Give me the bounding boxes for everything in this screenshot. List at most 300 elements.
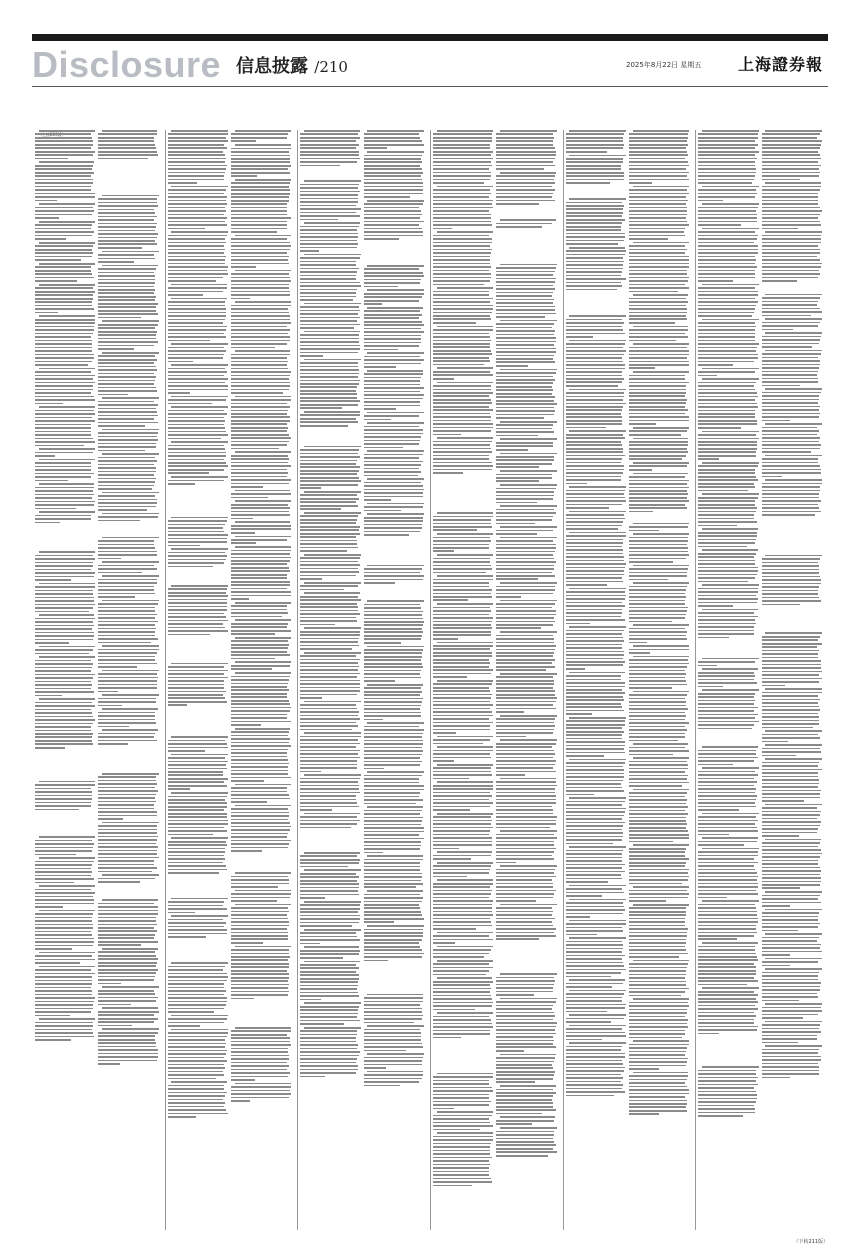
text-paragraph	[698, 1066, 758, 1116]
text-paragraph	[566, 315, 626, 338]
paragraph-gap	[496, 942, 556, 973]
text-paragraph	[762, 318, 822, 330]
text-paragraph	[698, 284, 758, 317]
text-paragraph	[364, 265, 424, 288]
text-paragraph	[231, 546, 291, 600]
text-paragraph	[300, 732, 360, 772]
text-paragraph	[433, 326, 493, 366]
text-paragraph	[566, 1025, 626, 1041]
text-paragraph	[168, 130, 228, 184]
text-paragraph	[231, 500, 291, 519]
text-paragraph	[762, 891, 822, 907]
text-paragraph	[168, 962, 228, 1012]
text-paragraph	[231, 805, 291, 852]
text-paragraph	[496, 1116, 556, 1125]
text-paragraph	[566, 846, 626, 882]
text-paragraph	[231, 946, 291, 1000]
text-paragraph	[496, 715, 556, 738]
text-paragraph	[168, 754, 228, 790]
text-paragraph	[35, 698, 95, 748]
text-paragraph	[496, 673, 556, 713]
text-paragraph	[762, 730, 822, 742]
masthead-rule	[32, 86, 828, 87]
text-paragraph	[433, 575, 493, 601]
text-paragraph	[364, 771, 424, 804]
text-paragraph	[698, 431, 758, 460]
text-paragraph	[566, 1042, 626, 1096]
text-paragraph	[566, 1014, 626, 1023]
text-paragraph	[629, 438, 689, 461]
text-paragraph	[35, 885, 95, 908]
text-paragraph	[300, 359, 360, 409]
text-paragraph	[629, 523, 689, 532]
text-paragraph	[566, 717, 626, 757]
paragraph-gap	[98, 161, 158, 194]
text-paragraph	[629, 904, 689, 958]
text-paragraph	[629, 343, 689, 369]
text-paragraph	[629, 624, 689, 643]
text-paragraph	[762, 455, 822, 478]
text-paragraph	[35, 284, 95, 313]
text-paragraph	[98, 986, 158, 1005]
text-paragraph	[364, 151, 424, 198]
text-paragraph	[496, 320, 556, 367]
text-paragraph	[433, 1012, 493, 1038]
text-paragraph	[762, 1021, 822, 1044]
text-paragraph	[168, 441, 228, 474]
article-columns	[32, 130, 828, 1230]
text-paragraph	[35, 511, 95, 523]
paragraph-gap	[364, 242, 424, 265]
section-title	[236, 52, 348, 78]
text-paragraph	[433, 1132, 493, 1186]
text-paragraph	[629, 130, 689, 184]
text-paragraph	[168, 396, 228, 405]
column-separator	[563, 130, 564, 1230]
text-paragraph	[98, 453, 158, 489]
text-paragraph	[433, 231, 493, 285]
text-paragraph	[300, 1027, 360, 1077]
text-paragraph	[762, 388, 822, 421]
column-separator	[165, 130, 166, 1230]
text-paragraph	[629, 998, 689, 1038]
text-paragraph	[698, 203, 758, 226]
text-paragraph	[698, 658, 758, 667]
text-paragraph	[629, 371, 689, 425]
text-paragraph	[762, 479, 822, 515]
text-paragraph	[35, 203, 95, 219]
text-paragraph	[364, 646, 424, 682]
text-paragraph	[300, 554, 360, 580]
text-paragraph	[566, 672, 626, 715]
text-paragraph	[433, 680, 493, 734]
paragraph-gap	[300, 429, 360, 446]
text-subcolumn	[762, 130, 822, 1230]
article-column	[35, 130, 162, 1230]
text-paragraph	[496, 1054, 556, 1083]
text-paragraph	[698, 848, 758, 898]
text-paragraph	[496, 438, 556, 450]
text-paragraph	[629, 427, 689, 436]
text-paragraph	[231, 661, 291, 670]
paragraph-gap	[698, 640, 758, 658]
text-paragraph	[698, 493, 758, 526]
article-column	[168, 130, 295, 1230]
text-paragraph	[98, 645, 158, 668]
text-paragraph	[231, 1083, 291, 1102]
text-paragraph	[98, 397, 158, 426]
text-paragraph	[762, 909, 822, 932]
text-paragraph	[629, 886, 689, 902]
text-paragraph	[762, 958, 822, 967]
text-paragraph	[300, 592, 360, 625]
paragraph-gap	[629, 514, 689, 522]
paragraph-gap	[231, 1001, 291, 1027]
text-paragraph	[168, 548, 228, 567]
text-paragraph	[433, 367, 493, 379]
text-paragraph	[496, 537, 556, 580]
text-paragraph	[98, 130, 158, 159]
text-paragraph	[35, 459, 95, 482]
text-paragraph	[566, 340, 626, 387]
text-paragraph	[168, 298, 228, 341]
text-paragraph	[629, 691, 689, 741]
text-paragraph	[98, 773, 158, 820]
paragraph-gap	[231, 854, 291, 872]
text-paragraph	[98, 265, 158, 319]
paragraph-gap	[496, 230, 556, 264]
text-paragraph	[35, 130, 95, 159]
text-paragraph	[364, 200, 424, 240]
text-paragraph	[433, 130, 493, 184]
text-paragraph	[629, 533, 689, 562]
text-paragraph	[35, 646, 95, 655]
paragraph-gap	[98, 523, 158, 536]
text-paragraph	[698, 549, 758, 582]
column-separator	[695, 130, 696, 1230]
text-paragraph	[629, 473, 689, 513]
paragraph-gap	[168, 569, 228, 585]
paragraph-gap	[300, 830, 360, 852]
text-paragraph	[231, 144, 291, 177]
text-paragraph	[168, 898, 228, 914]
text-paragraph	[364, 925, 424, 961]
text-paragraph	[300, 254, 360, 301]
text-paragraph	[433, 554, 493, 573]
text-paragraph	[762, 423, 822, 452]
text-paragraph	[698, 228, 758, 282]
text-paragraph	[762, 632, 822, 686]
text-subcolumn	[566, 130, 626, 1230]
text-paragraph	[98, 537, 158, 560]
paragraph-gap	[98, 885, 158, 899]
text-paragraph	[762, 231, 822, 281]
text-paragraph	[231, 490, 291, 499]
text-paragraph	[98, 320, 158, 349]
text-paragraph	[364, 352, 424, 368]
text-paragraph	[231, 521, 291, 533]
text-paragraph	[364, 370, 424, 410]
text-paragraph	[433, 977, 493, 1010]
article-column	[300, 130, 427, 1230]
text-paragraph	[168, 406, 228, 439]
text-paragraph	[35, 551, 95, 580]
text-paragraph	[364, 806, 424, 853]
paragraph-gap	[364, 586, 424, 600]
text-paragraph	[168, 663, 228, 706]
text-paragraph	[98, 492, 158, 511]
text-paragraph	[364, 412, 424, 421]
newspaper-name: 上海證券報	[738, 55, 824, 74]
text-paragraph	[35, 161, 95, 201]
text-paragraph	[300, 491, 360, 510]
text-paragraph	[300, 774, 360, 810]
text-paragraph	[566, 626, 626, 669]
text-paragraph	[300, 813, 360, 829]
text-paragraph	[364, 1053, 424, 1069]
text-paragraph	[98, 874, 158, 883]
text-paragraph	[98, 600, 158, 643]
text-paragraph	[231, 637, 291, 660]
text-paragraph	[433, 746, 493, 762]
disclosure-logo: Disclosure	[32, 44, 222, 85]
paragraph-gap	[35, 525, 95, 551]
paragraph-gap	[762, 518, 822, 555]
text-paragraph	[629, 757, 689, 786]
text-paragraph	[566, 899, 626, 918]
text-paragraph	[364, 722, 424, 769]
paragraph-gap	[35, 812, 95, 836]
paragraph-gap	[364, 538, 424, 565]
text-paragraph	[433, 642, 493, 678]
text-paragraph	[698, 987, 758, 1034]
text-paragraph	[629, 844, 689, 884]
paragraph-gap	[168, 637, 228, 662]
text-paragraph	[300, 222, 360, 251]
text-paragraph	[566, 247, 626, 290]
text-paragraph	[698, 900, 758, 940]
text-paragraph	[231, 235, 291, 268]
paragraph-gap	[168, 708, 228, 736]
text-paragraph	[98, 948, 158, 984]
text-paragraph	[496, 1085, 556, 1114]
text-paragraph	[566, 155, 626, 184]
text-paragraph	[698, 942, 758, 985]
text-paragraph	[35, 781, 95, 810]
text-paragraph	[629, 186, 689, 240]
text-paragraph	[433, 603, 493, 639]
text-paragraph	[496, 369, 556, 419]
text-paragraph	[629, 582, 689, 622]
text-paragraph	[629, 565, 689, 581]
text-paragraph	[231, 270, 291, 299]
text-paragraph	[496, 631, 556, 671]
text-paragraph	[433, 932, 493, 944]
text-subcolumn	[698, 130, 758, 1230]
text-paragraph	[231, 619, 291, 635]
text-paragraph	[364, 565, 424, 584]
paragraph-gap	[98, 747, 158, 773]
paragraph-gap	[698, 1036, 758, 1066]
text-paragraph	[698, 813, 758, 836]
text-paragraph	[433, 1111, 493, 1130]
text-paragraph	[629, 326, 689, 342]
text-paragraph	[168, 1015, 228, 1027]
text-paragraph	[35, 857, 95, 883]
text-paragraph	[168, 517, 228, 546]
text-paragraph	[566, 990, 626, 1013]
text-paragraph	[98, 899, 158, 946]
text-paragraph	[364, 513, 424, 536]
text-subcolumn	[433, 130, 493, 1230]
text-paragraph	[98, 708, 158, 727]
text-paragraph	[496, 973, 556, 996]
paragraph-gap	[35, 751, 95, 781]
text-paragraph	[168, 585, 228, 635]
text-subcolumn	[364, 130, 424, 1230]
text-paragraph	[98, 251, 158, 263]
text-paragraph	[231, 904, 291, 944]
text-paragraph	[98, 694, 158, 706]
column-separator	[430, 130, 431, 1230]
text-paragraph	[698, 378, 758, 428]
text-paragraph	[300, 303, 360, 329]
text-paragraph	[762, 332, 822, 348]
text-paragraph	[566, 979, 626, 988]
text-paragraph	[496, 739, 556, 775]
text-paragraph	[566, 588, 626, 624]
text-paragraph	[35, 221, 95, 240]
text-paragraph	[364, 422, 424, 448]
text-paragraph	[364, 684, 424, 720]
text-paragraph	[168, 837, 228, 873]
text-paragraph	[566, 797, 626, 844]
text-paragraph	[433, 533, 493, 552]
text-paragraph	[231, 672, 291, 726]
text-paragraph	[433, 1073, 493, 1109]
text-paragraph	[231, 179, 291, 233]
text-paragraph	[35, 966, 95, 1016]
paragraph-gap	[762, 607, 822, 632]
text-paragraph	[698, 368, 758, 377]
text-paragraph	[98, 575, 158, 598]
text-paragraph	[300, 652, 360, 699]
text-paragraph	[300, 582, 360, 591]
text-paragraph	[496, 830, 556, 863]
text-paragraph	[364, 994, 424, 1023]
text-paragraph	[364, 600, 424, 643]
text-paragraph	[168, 186, 228, 229]
text-paragraph	[231, 784, 291, 803]
text-paragraph	[762, 130, 822, 180]
text-paragraph	[231, 536, 291, 545]
paragraph-gap	[496, 207, 556, 220]
text-paragraph	[698, 767, 758, 810]
text-paragraph	[566, 430, 626, 484]
text-paragraph	[300, 627, 360, 650]
text-paragraph	[231, 728, 291, 782]
text-subcolumn	[629, 130, 689, 1230]
text-paragraph	[566, 532, 626, 586]
text-paragraph	[496, 484, 556, 503]
text-paragraph	[98, 1007, 158, 1026]
text-paragraph	[496, 1127, 556, 1156]
column-separator	[297, 130, 298, 1230]
paragraph-gap	[168, 487, 228, 517]
paragraph-gap	[762, 284, 822, 294]
text-paragraph	[433, 813, 493, 849]
text-paragraph	[168, 231, 228, 281]
text-paragraph	[433, 946, 493, 958]
text-paragraph	[762, 1003, 822, 1019]
article-column	[433, 130, 560, 1230]
text-paragraph	[168, 1081, 228, 1117]
text-paragraph	[168, 792, 228, 835]
text-paragraph	[300, 512, 360, 552]
masthead-top-bar	[32, 34, 828, 41]
text-paragraph	[629, 656, 689, 689]
text-paragraph	[433, 382, 493, 436]
text-paragraph	[629, 645, 689, 654]
section-name: 信息披露	[236, 56, 308, 77]
text-paragraph	[98, 513, 158, 522]
text-paragraph	[762, 804, 822, 837]
text-paragraph	[762, 555, 822, 605]
text-paragraph	[433, 781, 493, 810]
text-paragraph	[496, 453, 556, 469]
text-paragraph	[496, 865, 556, 901]
text-paragraph	[566, 937, 626, 977]
text-paragraph	[168, 284, 228, 296]
text-paragraph	[629, 1072, 689, 1115]
text-paragraph	[231, 602, 291, 618]
paragraph-gap	[35, 1043, 95, 1066]
text-paragraph	[364, 130, 424, 149]
text-paragraph	[698, 462, 758, 491]
text-paragraph	[762, 294, 822, 317]
paragraph-gap	[168, 876, 228, 898]
text-paragraph	[629, 294, 689, 323]
text-paragraph	[433, 437, 493, 473]
text-paragraph	[496, 904, 556, 940]
text-paragraph	[566, 759, 626, 795]
text-paragraph	[433, 764, 493, 780]
text-paragraph	[168, 364, 228, 393]
text-paragraph	[629, 1040, 689, 1069]
text-paragraph	[300, 130, 360, 166]
text-paragraph	[496, 778, 556, 828]
text-paragraph	[98, 561, 158, 573]
text-paragraph	[566, 389, 626, 429]
text-paragraph	[496, 526, 556, 535]
issue-date: 2025年8月22日 星期五	[626, 61, 702, 69]
text-paragraph	[762, 839, 822, 889]
text-paragraph	[762, 182, 822, 229]
text-paragraph	[496, 600, 556, 629]
text-paragraph	[364, 478, 424, 501]
text-paragraph	[433, 186, 493, 229]
text-paragraph	[231, 301, 291, 348]
paragraph-gap	[168, 940, 228, 963]
text-paragraph	[364, 1071, 424, 1087]
text-paragraph	[364, 855, 424, 888]
text-paragraph	[762, 933, 822, 956]
text-paragraph	[629, 743, 689, 755]
paragraph-gap	[433, 1188, 493, 1212]
text-paragraph	[496, 421, 556, 437]
text-paragraph	[168, 476, 228, 485]
text-paragraph	[35, 448, 95, 457]
